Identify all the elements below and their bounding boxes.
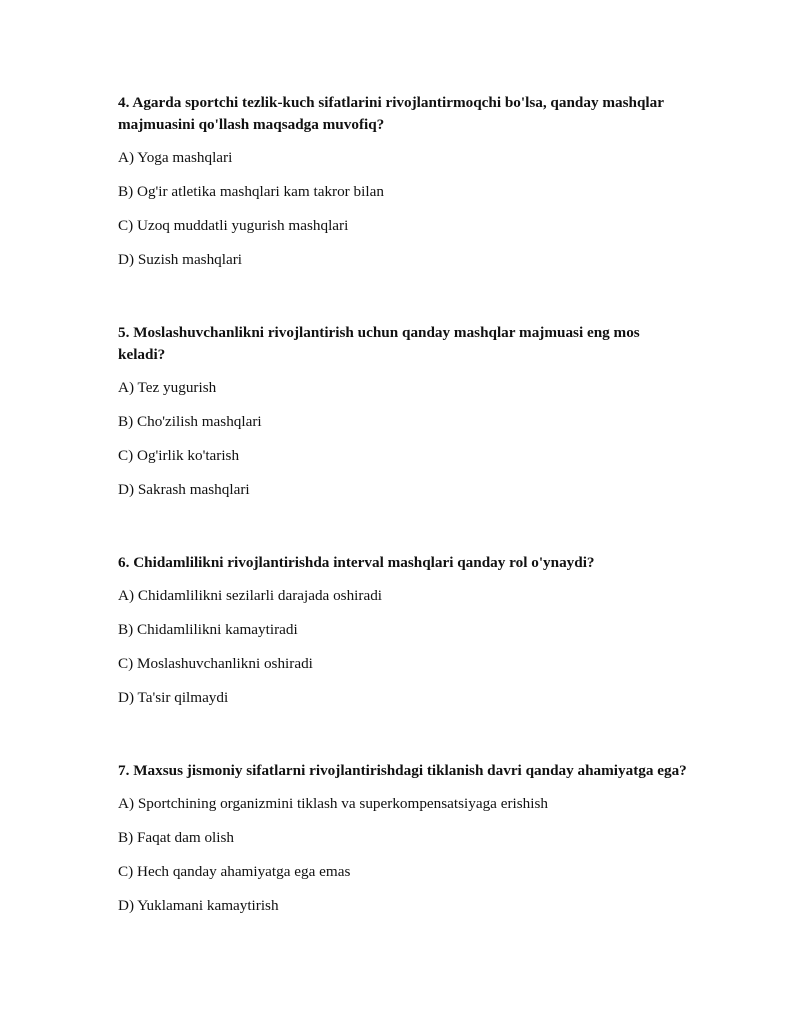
answer-option-b: B) Og'ir atletika mashqlari kam takror bilan [118,183,384,200]
question-6 [118,552,688,708]
answer-option-a: A) Tez yugurish [118,379,217,396]
answer-option-c: C) Hech qanday ahamiyatga ega emas [118,863,351,880]
answer-option-b: B) Cho'zilish mashqlari [118,413,262,430]
question-title: 5. Moslashuvchanlikni rivojlantirish uchun qanday mashqlar majmuasi eng mos keladi? [118,324,640,363]
answer-option-b: B) Faqat dam olish [118,829,235,846]
answer-option-a: A) Sportchining organizmini tiklash va superkompensatsiyaga erishish [118,795,548,812]
answer-option-d: D) Suzish mashqlari [118,251,243,268]
question-4 [118,92,688,270]
answer-option-c: C) Og'irlik ko'tarish [118,447,240,464]
question-title: 4. Agarda sportchi tezlik-kuch sifatlarini rivojlantirmoqchi bo'lsa, qanday mashqlar majmuasini qo'llash maqsadga muvofiq? [118,94,664,133]
question-7 [118,760,688,916]
answer-option-c: C) Moslashuvchanlikni oshiradi [118,655,313,672]
answer-option-d: D) Ta'sir qilmaydi [118,689,229,706]
question-title: 6. Chidamlilikni rivojlantirishda interval mashqlari qanday rol o'ynaydi? [118,554,595,571]
answer-option-a: A) Yoga mashqlari [118,149,233,166]
document-page [118,92,688,968]
answer-option-b: B) Chidamlilikni kamaytiradi [118,621,298,638]
answer-option-a: A) Chidamlilikni sezilarli darajada oshiradi [118,587,383,604]
answer-option-d: D) Sakrash mashqlari [118,481,250,498]
answer-option-c: C) Uzoq muddatli yugurish mashqlari [118,217,349,234]
answer-option-d: D) Yuklamani kamaytirish [118,897,279,914]
question-5 [118,322,688,500]
question-title: 7. Maxsus jismoniy sifatlarni rivojlantirishdagi tiklanish davri qanday ahamiyatga ega? [118,762,687,779]
